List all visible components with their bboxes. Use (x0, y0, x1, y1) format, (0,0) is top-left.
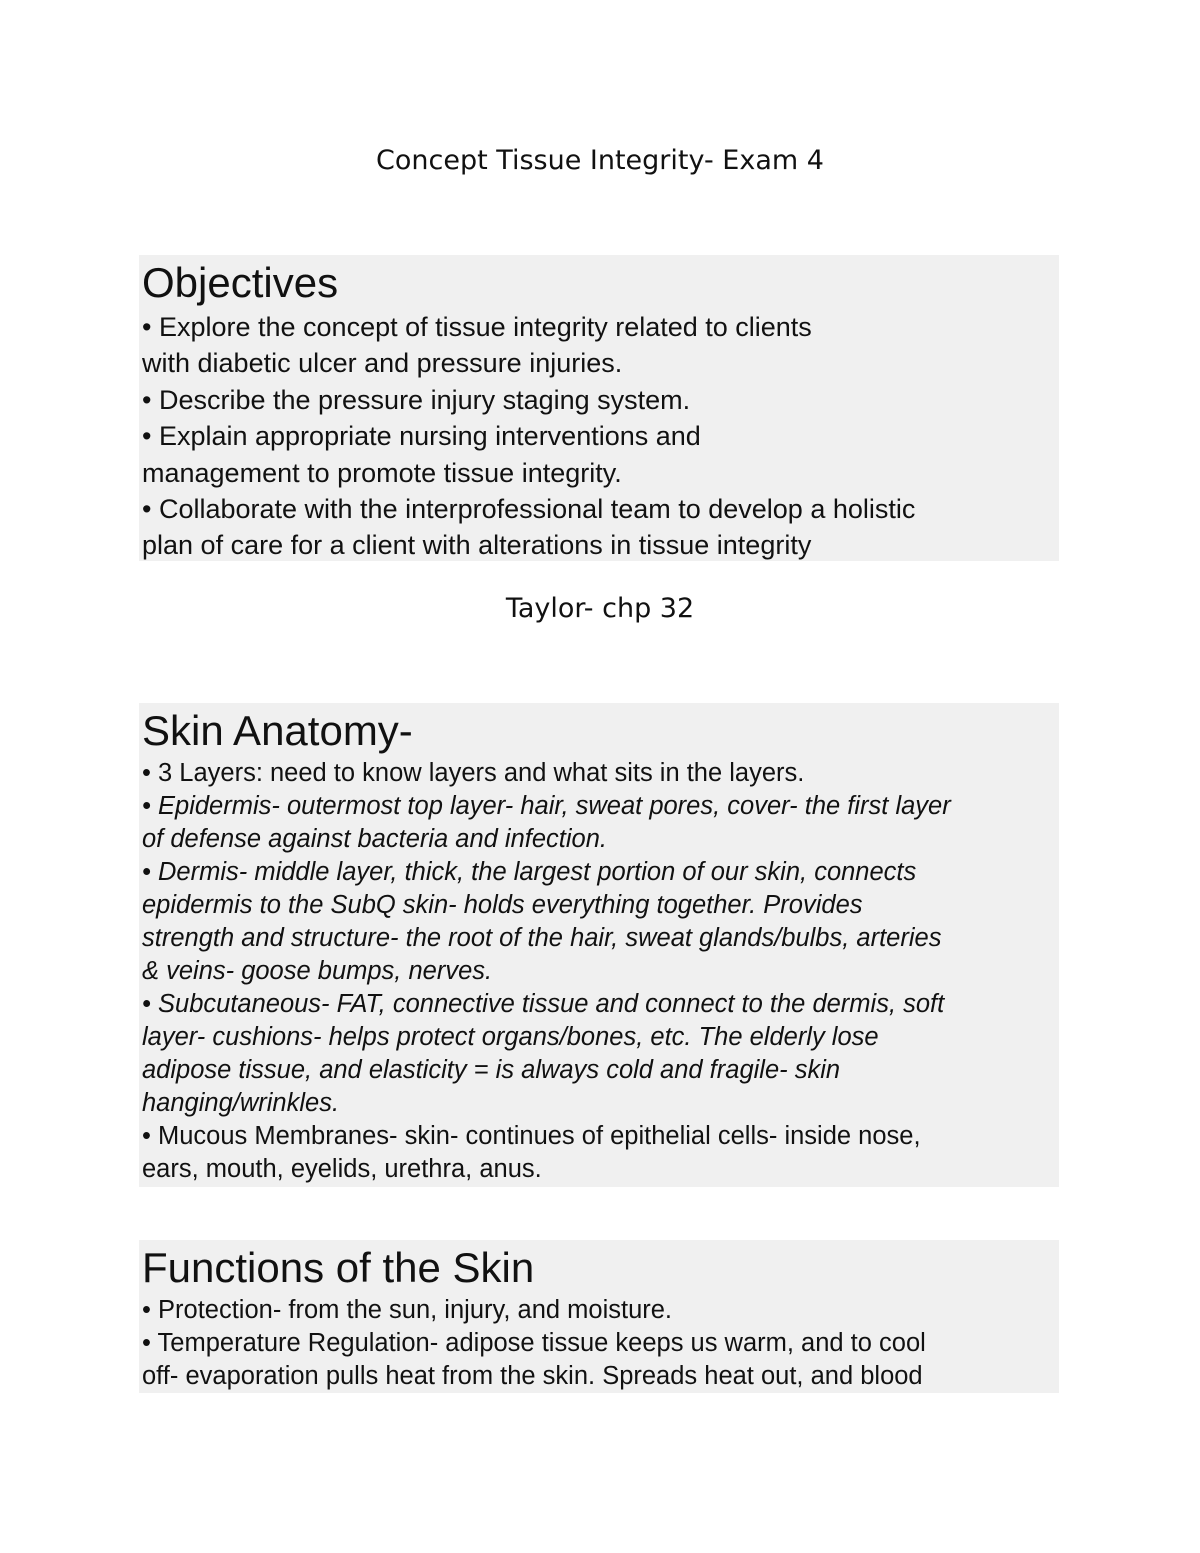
chapter-reference: Taylor- chp 32 (505, 593, 695, 624)
skin-functions-section (139, 1240, 1059, 1393)
skin-anatomy-item: • Subcutaneous- FAT, connective tissue and connect to the dermis, soft layer- cushions- helps protect organs/bones, etc. The elderly lose adipose tissue, and elasticity = is always cold and fragile- skin hanging/wrinkles. (142, 990, 945, 1117)
skin-anatomy-item: • Mucous Membranes- skin- continues of epithelial cells- inside nose, ears, mouth, eyelids, urethra, anus. (142, 1122, 921, 1183)
skin-functions-heading: Functions of the Skin (142, 1244, 535, 1291)
objective-item: • Collaborate with the interprofessional team to develop a holistic plan of care for a client with alterations in tissue integrity (142, 494, 916, 561)
skin-anatomy-item: • Dermis- middle layer, thick, the largest portion of our skin, connects epidermis to the SubQ skin- holds everything together. Provides strength and structure- the root of the hair, sweat glands/bulbs, arteries & veins- goose bumps, nerves. (142, 858, 942, 985)
objective-item: • Describe the pressure injury staging system. (142, 384, 691, 415)
objectives-heading: Objectives (142, 259, 339, 306)
skin-function-item: • Temperature Regulation- adipose tissue keeps us warm, and to cool off- evaporation pulls heat from the skin. Spreads heat out, and blood (142, 1329, 926, 1390)
document-title: Concept Tissue Integrity- Exam 4 (376, 145, 824, 176)
objective-item: • Explore the concept of tissue integrity related to clients with diabetic ulcer and pressure injuries. (142, 312, 812, 379)
skin-anatomy-item: • 3 Layers: need to know layers and what sits in the layers. (142, 759, 805, 787)
skin-function-item: • Protection- from the sun, injury, and moisture. (142, 1296, 673, 1324)
objective-item: • Explain appropriate nursing interventions and management to promote tissue integrity. (142, 421, 701, 488)
skin-anatomy-section (139, 703, 1059, 1187)
skin-anatomy-item: • Epidermis- outermost top layer- hair, sweat pores, cover- the first layer of defense against bacteria and infection. (142, 792, 951, 853)
objectives-section (139, 255, 1059, 561)
skin-anatomy-heading: Skin Anatomy- (142, 707, 413, 754)
